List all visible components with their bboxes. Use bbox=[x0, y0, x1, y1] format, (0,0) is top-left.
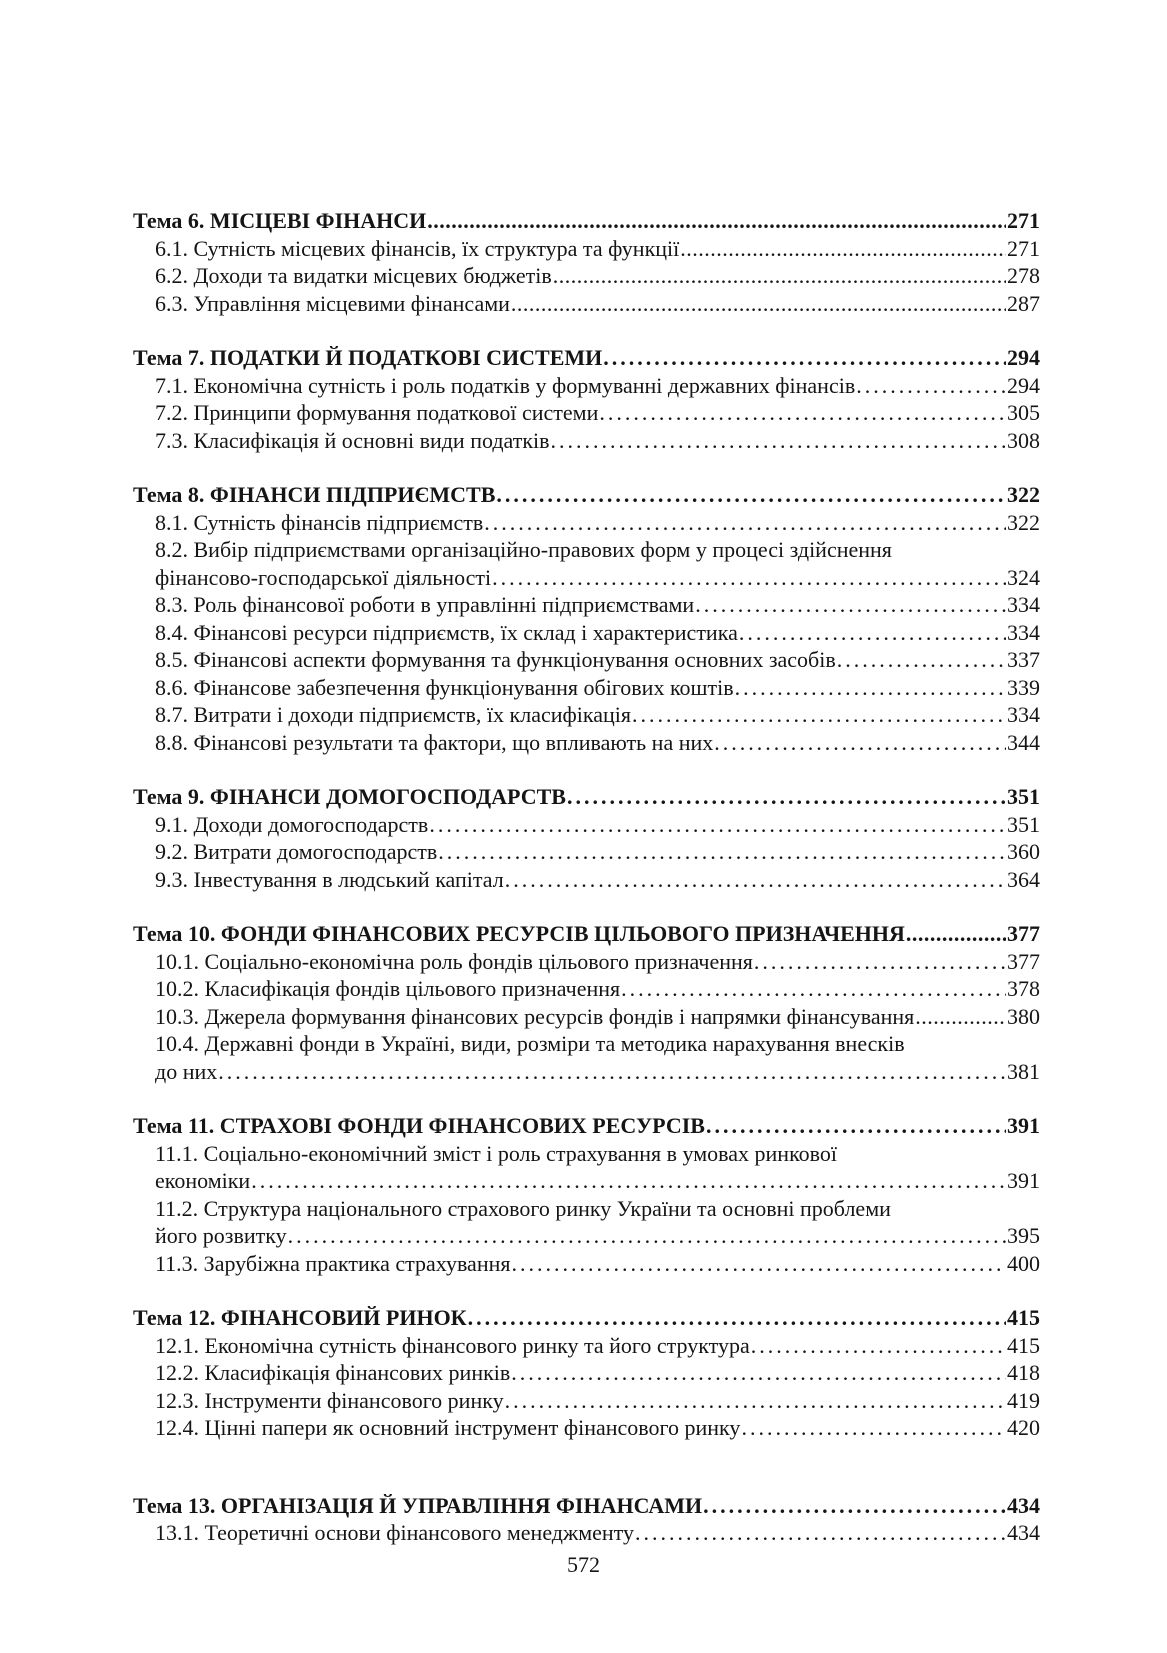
toc-entry-page: 271 bbox=[1007, 208, 1040, 233]
toc-item-row bbox=[133, 290, 1040, 318]
toc-entry-title: 7.2. Принципи формування податкової системи bbox=[155, 400, 599, 425]
toc-entry-page: 381 bbox=[1007, 1058, 1040, 1084]
toc-item-row bbox=[133, 1250, 1040, 1278]
dot-leader bbox=[680, 235, 1006, 263]
dot-leader bbox=[751, 1332, 1006, 1360]
toc-entry-title: 8.1. Сутність фінансів підприємств bbox=[155, 509, 484, 535]
toc-item-row bbox=[133, 838, 1040, 866]
toc-item-row bbox=[133, 619, 1040, 647]
dot-leader bbox=[438, 838, 1006, 866]
toc-entry-page: 351 bbox=[1007, 811, 1040, 837]
dot-leader bbox=[251, 1167, 1006, 1195]
dot-leader bbox=[754, 948, 1006, 976]
dot-leader bbox=[492, 564, 1006, 592]
toc-entry-page: 278 bbox=[1007, 263, 1040, 288]
toc-entry-title: Тема 11. СТРАХОВІ ФОНДИ ФІНАНСОВИХ РЕСУРСІВ bbox=[133, 1113, 705, 1138]
toc-entry-page: 334 bbox=[1007, 619, 1040, 645]
toc-entry-title: Тема 7. ПОДАТКИ Й ПОДАТКОВІ СИСТЕМИ bbox=[133, 345, 603, 370]
toc-entry-page: 334 bbox=[1007, 592, 1040, 617]
toc-item-row bbox=[133, 1058, 1040, 1086]
dot-leader bbox=[703, 1492, 1006, 1520]
toc-entry-page: 322 bbox=[1007, 509, 1040, 535]
dot-leader bbox=[496, 481, 1006, 509]
toc-entry-title: 9.3. Інвестування в людський капітал bbox=[155, 866, 504, 892]
toc-entry-title: 8.7. Витрати і доходи підприємств, їх класифікація bbox=[155, 702, 631, 727]
dot-leader bbox=[511, 1250, 1006, 1278]
toc-item-row bbox=[133, 1003, 1040, 1031]
toc-entry-title: 7.1. Економічна сутність і роль податків у формуванні державних фінансів bbox=[155, 372, 856, 398]
toc-item-row bbox=[133, 1222, 1040, 1250]
toc-item-row bbox=[133, 646, 1040, 674]
toc-heading-row bbox=[133, 920, 1040, 948]
toc-entry-page: 418 bbox=[1007, 1360, 1040, 1385]
toc-item-row bbox=[133, 509, 1040, 537]
dot-leader bbox=[484, 509, 1006, 537]
dot-leader bbox=[551, 427, 1006, 455]
toc-entry-page: 377 bbox=[1007, 948, 1040, 974]
toc-entry-page: 339 bbox=[1007, 674, 1040, 700]
dot-leader bbox=[906, 920, 1006, 948]
toc-entry-title: 11.3. Зарубіжна практика страхування bbox=[155, 1250, 511, 1276]
toc-item-row bbox=[133, 811, 1040, 839]
toc-entry-title: Тема 13. ОРГАНІЗАЦІЯ Й УПРАВЛІННЯ ФІНАНСАМИ bbox=[133, 1492, 703, 1518]
toc-entry-title: 12.2. Класифікація фінансових ринків bbox=[155, 1360, 511, 1385]
dot-leader bbox=[505, 1387, 1006, 1415]
dot-leader bbox=[505, 866, 1006, 894]
toc-heading-row bbox=[133, 481, 1040, 509]
toc-entry-page: 360 bbox=[1007, 839, 1040, 864]
toc-entry-title: Тема 6. МІСЦЕВІ ФІНАНСИ bbox=[133, 208, 427, 233]
toc-entry-page: 419 bbox=[1007, 1387, 1040, 1413]
toc-entry-page: 377 bbox=[1007, 921, 1040, 946]
toc-entry-title: Тема 12. ФІНАНСОВИЙ РИНОК bbox=[133, 1305, 467, 1330]
toc-heading-row bbox=[133, 783, 1040, 811]
dot-leader bbox=[915, 1003, 1006, 1031]
toc-entry-title: економіки bbox=[155, 1168, 251, 1193]
toc-entry-page: 337 bbox=[1007, 647, 1040, 672]
toc-entry-page: 395 bbox=[1007, 1223, 1040, 1248]
toc-entry-title: 9.2. Витрати домогосподарств bbox=[155, 839, 438, 864]
toc-section bbox=[133, 1492, 1040, 1547]
toc-entry-title: 10.3. Джерела формування фінансових ресурсів фондів і напрямки фінансування bbox=[155, 1003, 915, 1029]
dot-leader bbox=[468, 1304, 1006, 1332]
toc-entry-title: 7.3. Класифікація й основні види податків bbox=[155, 427, 550, 453]
toc-entry-page: 364 bbox=[1007, 866, 1040, 892]
toc-item-row bbox=[133, 1359, 1040, 1387]
toc-entry-page: 391 bbox=[1007, 1168, 1040, 1193]
dot-leader bbox=[511, 1359, 1006, 1387]
toc-entry-title: 6.2. Доходи та видатки місцевих бюджетів bbox=[155, 263, 552, 288]
dot-leader bbox=[635, 1519, 1006, 1547]
dot-leader bbox=[856, 372, 1006, 400]
toc-entry-page: 344 bbox=[1007, 729, 1040, 755]
toc-entry-title: 8.6. Фінансове забезпечення функціонування обігових коштів bbox=[155, 674, 734, 700]
toc-item-row bbox=[133, 427, 1040, 455]
dot-leader bbox=[599, 399, 1006, 427]
dot-leader bbox=[741, 1414, 1006, 1442]
toc-entry-page: 434 bbox=[1007, 1520, 1040, 1545]
toc-entry-page: 322 bbox=[1007, 482, 1040, 507]
toc-entry-title: 12.3. Інструменти фінансового ринку bbox=[155, 1387, 504, 1413]
toc-item-row bbox=[133, 235, 1040, 263]
toc-item-row bbox=[133, 866, 1040, 894]
toc-item-row bbox=[133, 399, 1040, 427]
dot-leader bbox=[739, 619, 1006, 647]
toc-entry-title: 8.3. Роль фінансової роботи в управлінні підприємствами bbox=[155, 592, 695, 617]
toc-entry-title: Тема 9. ФІНАНСИ ДОМОГОСПОДАРСТВ bbox=[133, 784, 566, 809]
toc-item-row bbox=[133, 1387, 1040, 1415]
toc-entry-page: 434 bbox=[1007, 1492, 1040, 1518]
toc-item-row bbox=[133, 674, 1040, 702]
toc-entry-title: 8.4. Фінансові ресурси підприємств, їх склад і характеристика bbox=[155, 619, 738, 645]
dot-leader bbox=[553, 262, 1006, 290]
dot-leader bbox=[511, 290, 1006, 318]
toc-heading-row bbox=[133, 1304, 1040, 1332]
page-number: 572 bbox=[567, 1552, 600, 1577]
dot-leader bbox=[288, 1222, 1006, 1250]
toc-item-row bbox=[133, 729, 1040, 757]
toc-item-row bbox=[133, 1167, 1040, 1195]
dot-leader bbox=[735, 674, 1006, 702]
toc-entry-page: 294 bbox=[1007, 345, 1040, 370]
toc-item-row bbox=[133, 372, 1040, 400]
toc-section bbox=[133, 207, 1040, 317]
dot-leader bbox=[621, 975, 1006, 1003]
toc-item-row bbox=[133, 564, 1040, 592]
dot-leader bbox=[218, 1058, 1006, 1086]
toc-item-row bbox=[133, 1414, 1040, 1442]
table-of-contents bbox=[133, 207, 1040, 1547]
toc-entry-title: 6.3. Управління місцевими фінансами bbox=[155, 290, 510, 316]
dot-leader bbox=[567, 783, 1006, 811]
toc-entry-title: фінансово-господарської діяльності bbox=[155, 564, 492, 590]
toc-item-first-line: 10.4. Державні фонди в Україні, види, розміри та методика нарахування внесків bbox=[155, 1031, 905, 1056]
toc-entry-title: 8.8. Фінансові результати та фактори, що впливають на них bbox=[155, 729, 714, 755]
toc-entry-page: 351 bbox=[1007, 784, 1040, 809]
toc-heading-row bbox=[133, 1492, 1040, 1520]
toc-entry-title: 6.1. Сутність місцевих фінансів, їх структура та функції bbox=[155, 235, 680, 261]
toc-entry-title: його розвитку bbox=[155, 1223, 287, 1248]
toc-entry-page: 287 bbox=[1007, 290, 1040, 316]
toc-entry-page: 391 bbox=[1007, 1113, 1040, 1138]
toc-entry-title: 8.5. Фінансові аспекти формування та функціонування основних засобів bbox=[155, 647, 836, 672]
toc-item-first-line: 11.1. Соціально-економічний зміст і роль страхування в умовах ринкової bbox=[155, 1140, 837, 1166]
toc-entry-title: 12.1. Економічна сутність фінансового ринку та його структура bbox=[155, 1332, 750, 1358]
toc-entry-page: 420 bbox=[1007, 1415, 1040, 1440]
dot-leader bbox=[837, 646, 1006, 674]
dot-leader bbox=[714, 729, 1006, 757]
toc-entry-title: Тема 8. ФІНАНСИ ПІДПРИЄМСТВ bbox=[133, 482, 496, 507]
toc-item-row bbox=[133, 948, 1040, 976]
toc-section bbox=[133, 920, 1040, 1085]
toc-item-first-line: 11.2. Структура національного страхового ринку України та основні проблеми bbox=[155, 1195, 891, 1221]
toc-entry-title: до них bbox=[155, 1058, 218, 1084]
dot-leader bbox=[427, 207, 1006, 235]
toc-entry-page: 400 bbox=[1007, 1250, 1040, 1276]
dot-leader bbox=[695, 591, 1006, 619]
dot-leader bbox=[603, 344, 1006, 372]
toc-entry-title: 12.4. Цінні папери як основний інструмент фінансового ринку bbox=[155, 1415, 741, 1440]
toc-item-row bbox=[133, 262, 1040, 290]
toc-section bbox=[133, 1304, 1040, 1442]
toc-item-row bbox=[133, 975, 1040, 1003]
toc-item-row bbox=[133, 1519, 1040, 1547]
toc-entry-page: 415 bbox=[1007, 1332, 1040, 1358]
toc-entry-page: 378 bbox=[1007, 976, 1040, 1001]
toc-entry-page: 305 bbox=[1007, 400, 1040, 425]
dot-leader bbox=[632, 701, 1006, 729]
toc-item-row bbox=[133, 1332, 1040, 1360]
toc-entry-title: 10.1. Соціально-економічна роль фондів цільового призначення bbox=[155, 948, 753, 974]
toc-item-row bbox=[133, 701, 1040, 729]
toc-entry-page: 324 bbox=[1007, 564, 1040, 590]
toc-entry-page: 415 bbox=[1007, 1305, 1040, 1330]
toc-entry-page: 271 bbox=[1007, 235, 1040, 261]
toc-entry-title: 13.1. Теоретичні основи фінансового менеджменту bbox=[155, 1520, 634, 1545]
toc-item-first-line: 8.2. Вибір підприємствами організаційно-правових форм у процесі здійснення bbox=[155, 537, 892, 562]
toc-item-row bbox=[133, 591, 1040, 619]
dot-leader bbox=[429, 811, 1006, 839]
toc-heading-row bbox=[133, 207, 1040, 235]
toc-section bbox=[133, 1112, 1040, 1277]
toc-entry-page: 334 bbox=[1007, 702, 1040, 727]
toc-section bbox=[133, 783, 1040, 893]
toc-entry-page: 308 bbox=[1007, 427, 1040, 453]
toc-entry-title: Тема 10. ФОНДИ ФІНАНСОВИХ РЕСУРСІВ ЦІЛЬОВОГО ПРИЗНАЧЕННЯ bbox=[133, 921, 905, 946]
dot-leader bbox=[706, 1112, 1006, 1140]
toc-heading-row bbox=[133, 344, 1040, 372]
toc-entry-page: 380 bbox=[1007, 1003, 1040, 1029]
toc-section bbox=[133, 344, 1040, 454]
toc-section bbox=[133, 481, 1040, 756]
toc-entry-title: 10.2. Класифікація фондів цільового призначення bbox=[155, 976, 621, 1001]
toc-heading-row bbox=[133, 1112, 1040, 1140]
toc-entry-title: 9.1. Доходи домогосподарств bbox=[155, 811, 429, 837]
toc-entry-page: 294 bbox=[1007, 372, 1040, 398]
